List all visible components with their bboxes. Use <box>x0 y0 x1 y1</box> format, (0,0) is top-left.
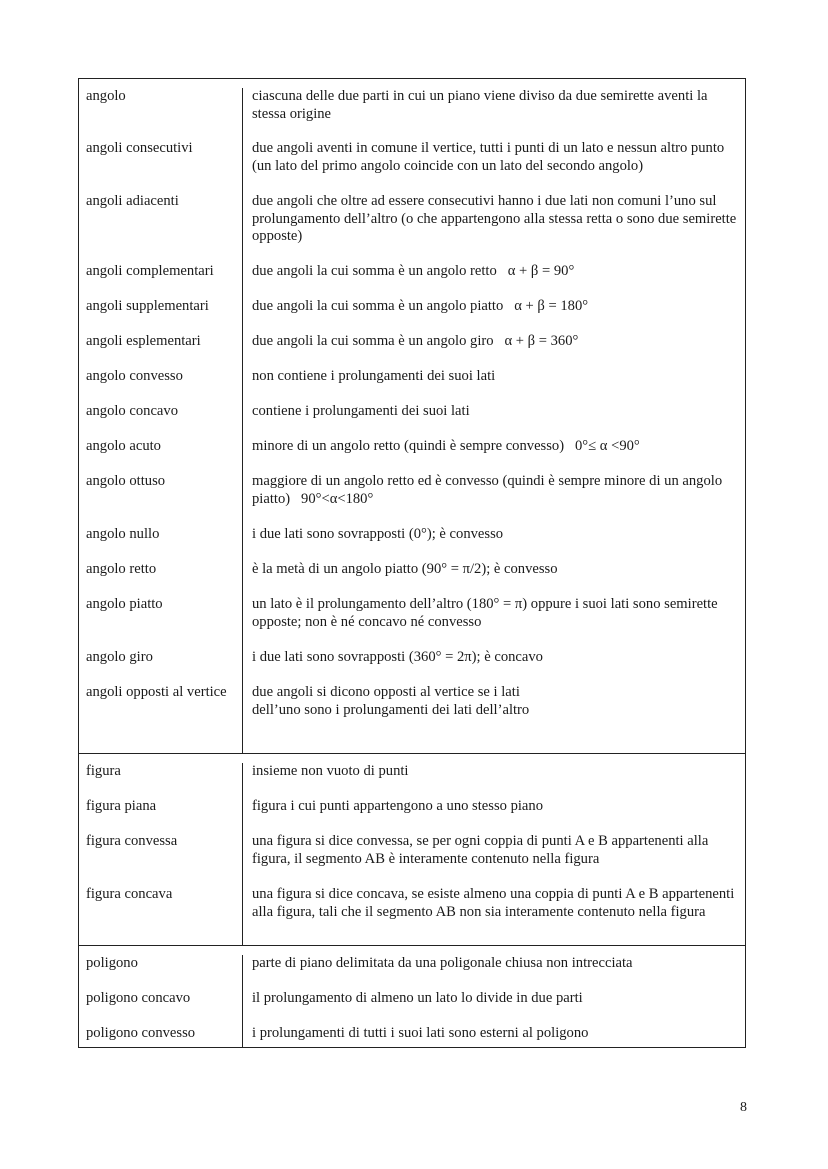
term-cell: angoli complementari <box>86 263 214 279</box>
definition-cell: figura i cui punti appartengono a uno stesso piano <box>252 798 543 814</box>
term-column <box>79 88 243 753</box>
page-number: 8 <box>740 1100 747 1115</box>
definition-cell: due angoli la cui somma è un angolo giro α + β = 360° <box>252 333 579 349</box>
term-cell: poligono concavo <box>86 990 191 1006</box>
section-angles <box>79 79 745 753</box>
definition-cell: due angoli la cui somma è un angolo piatto α + β = 180° <box>252 298 589 314</box>
term-column <box>79 763 243 945</box>
definition-cell <box>252 684 739 737</box>
term-cell: angoli supplementari <box>86 298 209 314</box>
term-cell: angolo concavo <box>86 403 178 419</box>
definition-column <box>243 763 745 945</box>
term-cell: poligono <box>86 955 138 971</box>
definition-cell: non contiene i prolungamenti dei suoi lati <box>252 368 496 384</box>
definition-cell: minore di un angolo retto (quindi è sempre convesso) 0°≤ α <90° <box>252 438 640 454</box>
term-cell: angoli opposti al vertice <box>86 684 227 700</box>
definition-column <box>243 955 745 1047</box>
definition-cell: un lato è il prolungamento dell’altro (180° = π) oppure i suoi lati sono semirette opposte; non è né concavo né convesso <box>252 596 718 630</box>
definition-line: due angoli si dicono opposti al vertice se i lati <box>252 684 520 700</box>
section-figures <box>79 753 745 945</box>
term-cell: angolo nullo <box>86 526 160 542</box>
term-column <box>79 955 243 1047</box>
term-cell: angolo <box>86 88 126 104</box>
section-polygons <box>79 945 745 1047</box>
term-cell: angolo acuto <box>86 438 161 454</box>
term-cell: angolo retto <box>86 561 157 577</box>
definition-cell: il prolungamento di almeno un lato lo divide in due parti <box>252 990 583 1006</box>
definition-cell: ciascuna delle due parti in cui un piano viene diviso da due semirette aventi la stessa origine <box>252 88 708 122</box>
term-cell: figura <box>86 763 121 779</box>
definition-line: dell’uno sono i prolungamenti dei lati dell’altro <box>252 701 530 718</box>
term-cell: angolo convesso <box>86 368 183 384</box>
definition-cell: maggiore di un angolo retto ed è convesso (quindi è sempre minore di un angolo piatto) 90°<α<180° <box>252 473 726 507</box>
definition-cell: i due lati sono sovrapposti (360° = 2π); è concavo <box>252 649 543 665</box>
definition-column <box>243 88 745 753</box>
definition-cell: contiene i prolungamenti dei suoi lati <box>252 403 470 419</box>
term-cell: angolo piatto <box>86 596 163 612</box>
definition-cell: due angoli la cui somma è un angolo retto α + β = 90° <box>252 263 575 279</box>
term-cell: angoli adiacenti <box>86 193 179 209</box>
definition-cell: parte di piano delimitata da una poligonale chiusa non intrecciata <box>252 955 633 971</box>
definition-cell: una figura si dice concava, se esiste almeno una coppia di punti A e B appartenenti alla figura, tali che il segmento AB non sia interamente contenuto nella figura <box>252 886 735 920</box>
definition-cell: due angoli che oltre ad essere consecutivi hanno i due lati non comuni l’uno sul prolungamento dell’altro (o che appartengono alla stessa retta o sono due semirette opposte) <box>252 193 737 245</box>
definition-cell: è la metà di un angolo piatto (90° = π/2); è convesso <box>252 561 558 577</box>
glossary-table <box>78 78 746 1048</box>
term-cell: figura piana <box>86 798 157 814</box>
term-cell: angolo giro <box>86 649 153 665</box>
definition-cell: una figura si dice convessa, se per ogni coppia di punti A e B appartenenti alla figura, il segmento AB è interamente contenuto nella figura <box>252 833 709 867</box>
definition-cell: insieme non vuoto di punti <box>252 763 409 779</box>
term-cell: angoli esplementari <box>86 333 201 349</box>
definition-cell: due angoli aventi in comune il vertice, tutti i punti di un lato e nessun altro punto (un lato del primo angolo coincide con un lato del secondo angolo) <box>252 140 725 174</box>
term-cell: figura concava <box>86 886 173 902</box>
definition-cell: i due lati sono sovrapposti (0°); è convesso <box>252 526 504 542</box>
term-cell: poligono convesso <box>86 1025 196 1041</box>
term-cell: angolo ottuso <box>86 473 166 489</box>
term-cell: figura convessa <box>86 833 178 849</box>
term-cell: angoli consecutivi <box>86 140 193 156</box>
definition-cell: i prolungamenti di tutti i suoi lati sono esterni al poligono <box>252 1025 589 1041</box>
